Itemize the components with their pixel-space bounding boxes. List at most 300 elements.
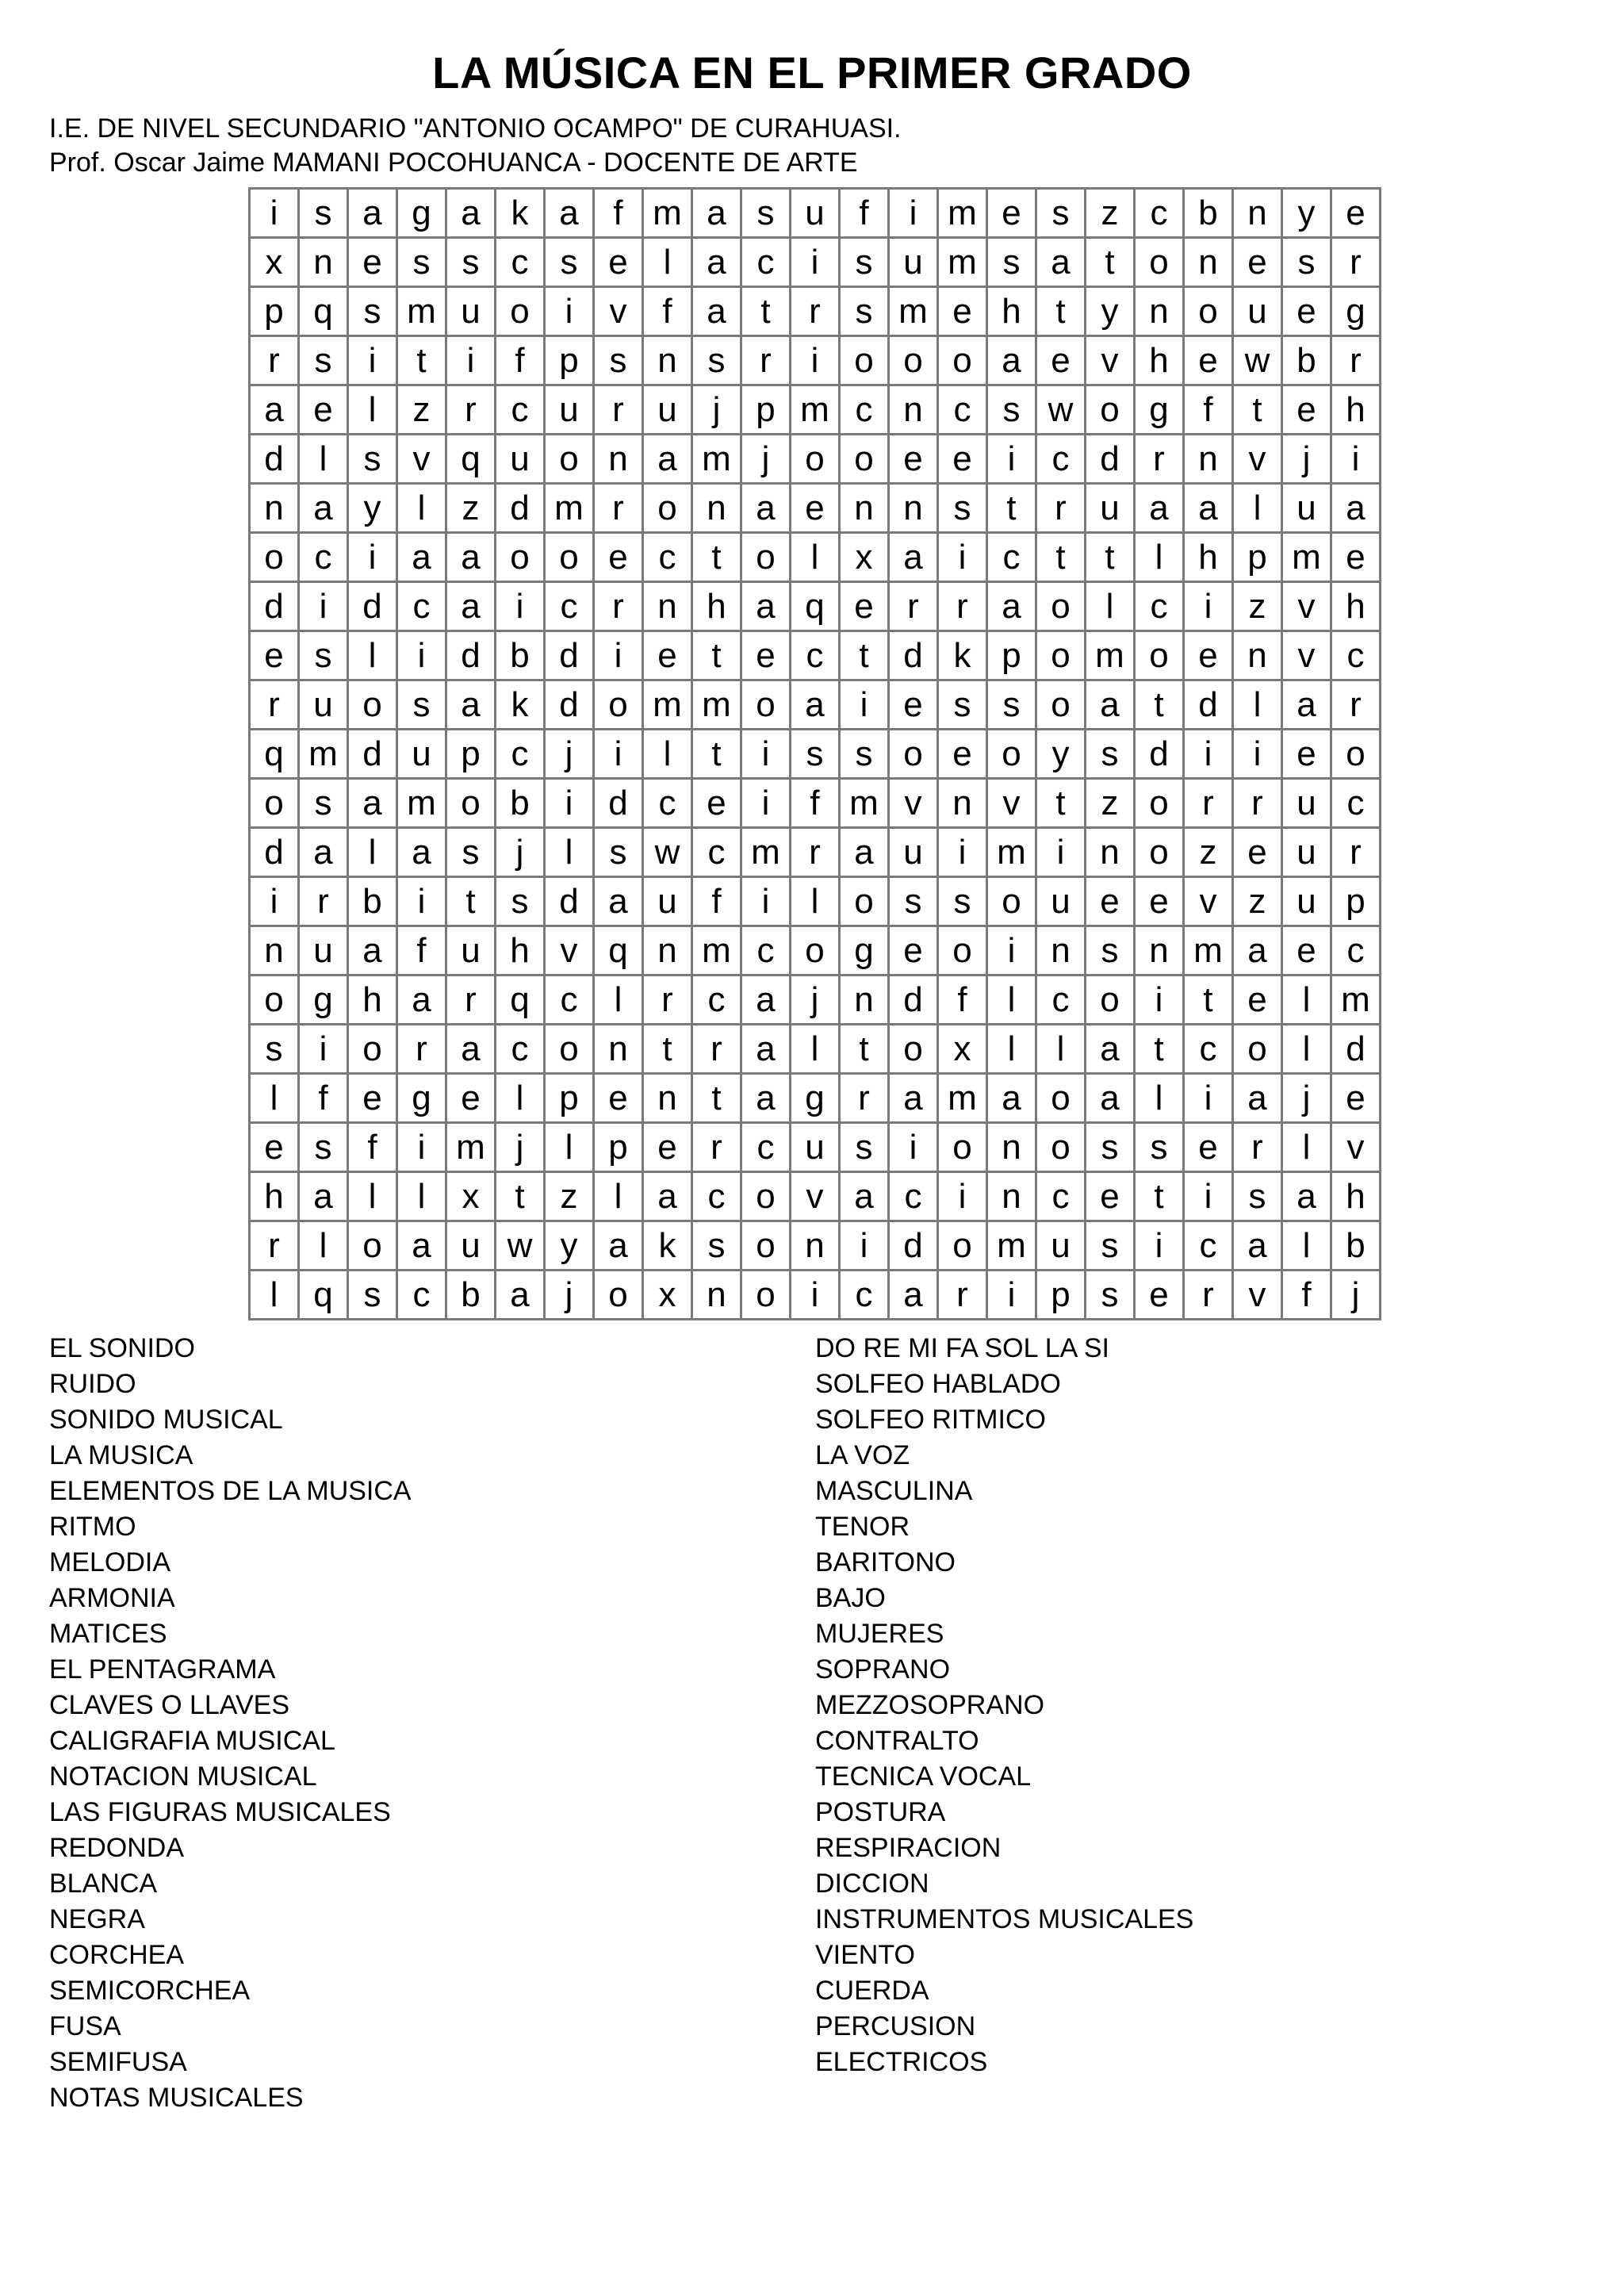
- grid-cell: j: [496, 1124, 546, 1173]
- grid-cell: a: [496, 1271, 546, 1320]
- grid-cell: i: [988, 927, 1037, 976]
- grid-cell: c: [693, 976, 742, 1025]
- word-list-item: CONTRALTO: [815, 1726, 979, 1756]
- grid-cell: m: [1185, 927, 1234, 976]
- grid-cell: v: [791, 1173, 841, 1222]
- grid-cell: a: [300, 829, 349, 878]
- grid-cell: d: [890, 632, 939, 681]
- grid-cell: s: [251, 1025, 300, 1075]
- grid-cell: m: [939, 239, 988, 288]
- grid-cell: s: [300, 1124, 349, 1173]
- grid-cell: c: [1136, 190, 1185, 239]
- grid-cell: e: [1234, 976, 1283, 1025]
- grid-cell: i: [398, 632, 447, 681]
- grid-cell: s: [300, 190, 349, 239]
- grid-cell: o: [1037, 1075, 1086, 1124]
- grid-cell: l: [595, 1173, 644, 1222]
- word-list-item: NOTAS MUSICALES: [49, 2083, 304, 2113]
- grid-cell: a: [595, 878, 644, 927]
- grid-cell: v: [988, 780, 1037, 829]
- grid-cell: n: [890, 485, 939, 534]
- grid-cell: v: [1185, 878, 1234, 927]
- grid-cell: i: [546, 780, 595, 829]
- grid-cell: n: [644, 583, 693, 632]
- grid-cell: s: [1086, 1222, 1136, 1271]
- grid-cell: r: [1332, 829, 1381, 878]
- grid-cell: o: [251, 534, 300, 583]
- grid-cell: m: [693, 681, 742, 730]
- grid-cell: o: [890, 337, 939, 386]
- grid-cell: o: [447, 780, 496, 829]
- grid-cell: f: [1283, 1271, 1332, 1320]
- grid-cell: j: [546, 730, 595, 780]
- grid-cell: l: [1283, 1222, 1332, 1271]
- grid-cell: a: [398, 534, 447, 583]
- grid-cell: e: [988, 190, 1037, 239]
- grid-cell: g: [398, 1075, 447, 1124]
- grid-cell: h: [496, 927, 546, 976]
- grid-cell: a: [1283, 681, 1332, 730]
- grid-cell: g: [398, 190, 447, 239]
- grid-cell: o: [939, 337, 988, 386]
- grid-cell: s: [1086, 927, 1136, 976]
- grid-cell: a: [447, 1025, 496, 1075]
- grid-cell: e: [1086, 878, 1136, 927]
- grid-cell: u: [300, 927, 349, 976]
- grid-cell: o: [595, 681, 644, 730]
- grid-cell: c: [988, 534, 1037, 583]
- word-list-item: BAJO: [815, 1583, 886, 1613]
- grid-cell: e: [890, 927, 939, 976]
- grid-cell: i: [447, 337, 496, 386]
- grid-cell: a: [1136, 485, 1185, 534]
- grid-cell: a: [398, 1222, 447, 1271]
- grid-cell: q: [300, 288, 349, 337]
- grid-cell: d: [251, 583, 300, 632]
- grid-cell: l: [1037, 1025, 1086, 1075]
- grid-cell: s: [447, 829, 496, 878]
- grid-cell: j: [1332, 1271, 1381, 1320]
- word-list-item: SEMIFUSA: [49, 2047, 187, 2077]
- grid-cell: r: [939, 1271, 988, 1320]
- grid-cell: v: [546, 927, 595, 976]
- word-list-item: SOLFEO RITMICO: [815, 1405, 1046, 1435]
- grid-cell: n: [1185, 239, 1234, 288]
- word-list-item: CUERDA: [815, 1976, 929, 2006]
- grid-cell: c: [300, 534, 349, 583]
- grid-cell: n: [1185, 435, 1234, 485]
- grid-cell: i: [1234, 730, 1283, 780]
- word-list-item: MUJERES: [815, 1619, 944, 1649]
- grid-cell: n: [595, 435, 644, 485]
- grid-cell: l: [398, 1173, 447, 1222]
- grid-cell: i: [1136, 976, 1185, 1025]
- grid-cell: i: [939, 534, 988, 583]
- grid-cell: c: [546, 976, 595, 1025]
- grid-cell: e: [1283, 288, 1332, 337]
- grid-cell: u: [546, 386, 595, 435]
- grid-cell: e: [1283, 730, 1332, 780]
- grid-cell: a: [1185, 485, 1234, 534]
- grid-cell: g: [300, 976, 349, 1025]
- grid-cell: s: [841, 239, 890, 288]
- grid-cell: s: [1086, 1124, 1136, 1173]
- grid-cell: l: [251, 1271, 300, 1320]
- grid-cell: r: [1332, 239, 1381, 288]
- grid-cell: h: [693, 583, 742, 632]
- grid-cell: o: [1234, 1025, 1283, 1075]
- grid-cell: m: [791, 386, 841, 435]
- grid-cell: n: [1086, 829, 1136, 878]
- word-list-item: RUIDO: [49, 1369, 136, 1399]
- grid-cell: p: [988, 632, 1037, 681]
- grid-cell: v: [1283, 583, 1332, 632]
- grid-cell: e: [1234, 239, 1283, 288]
- grid-cell: e: [1332, 1075, 1381, 1124]
- grid-cell: h: [1332, 583, 1381, 632]
- grid-cell: a: [742, 1025, 791, 1075]
- grid-cell: u: [300, 681, 349, 730]
- grid-cell: m: [939, 1075, 988, 1124]
- grid-cell: n: [644, 927, 693, 976]
- grid-cell: u: [1037, 878, 1086, 927]
- grid-cell: f: [693, 878, 742, 927]
- word-list-item: MATICES: [49, 1619, 167, 1649]
- grid-cell: i: [939, 1173, 988, 1222]
- grid-cell: b: [1283, 337, 1332, 386]
- grid-cell: s: [300, 632, 349, 681]
- grid-cell: e: [693, 780, 742, 829]
- word-list-right: [815, 1331, 1193, 2080]
- grid-cell: o: [349, 1222, 398, 1271]
- grid-cell: n: [939, 780, 988, 829]
- grid-cell: k: [496, 681, 546, 730]
- grid-cell: o: [251, 976, 300, 1025]
- grid-cell: h: [1332, 386, 1381, 435]
- grid-cell: u: [791, 190, 841, 239]
- grid-cell: s: [1086, 1271, 1136, 1320]
- grid-cell: e: [595, 534, 644, 583]
- grid-cell: h: [251, 1173, 300, 1222]
- grid-cell: o: [939, 1222, 988, 1271]
- grid-cell: o: [791, 927, 841, 976]
- grid-cell: s: [1234, 1173, 1283, 1222]
- word-list-item: ARMONIA: [49, 1583, 175, 1613]
- grid-cell: e: [644, 1124, 693, 1173]
- grid-cell: e: [595, 239, 644, 288]
- grid-cell: a: [251, 386, 300, 435]
- grid-cell: k: [496, 190, 546, 239]
- word-list-item: ELECTRICOS: [815, 2047, 988, 2077]
- grid-cell: c: [1332, 780, 1381, 829]
- grid-cell: i: [349, 534, 398, 583]
- grid-cell: q: [300, 1271, 349, 1320]
- grid-cell: r: [1234, 780, 1283, 829]
- grid-cell: p: [546, 337, 595, 386]
- grid-cell: e: [791, 485, 841, 534]
- grid-cell: j: [791, 976, 841, 1025]
- grid-cell: c: [1037, 435, 1086, 485]
- grid-cell: i: [349, 337, 398, 386]
- grid-cell: c: [496, 730, 546, 780]
- grid-cell: c: [398, 583, 447, 632]
- grid-cell: g: [1136, 386, 1185, 435]
- grid-cell: i: [890, 190, 939, 239]
- grid-cell: l: [988, 976, 1037, 1025]
- grid-cell: e: [939, 730, 988, 780]
- grid-cell: u: [890, 239, 939, 288]
- grid-cell: l: [1234, 485, 1283, 534]
- grid-cell: l: [1283, 1124, 1332, 1173]
- grid-cell: x: [644, 1271, 693, 1320]
- grid-cell: x: [841, 534, 890, 583]
- grid-cell: p: [447, 730, 496, 780]
- grid-cell: y: [1283, 190, 1332, 239]
- grid-cell: n: [300, 239, 349, 288]
- grid-cell: a: [890, 1075, 939, 1124]
- grid-cell: r: [1332, 681, 1381, 730]
- grid-cell: h: [349, 976, 398, 1025]
- word-list-item: SONIDO MUSICAL: [49, 1405, 283, 1435]
- grid-cell: c: [1037, 976, 1086, 1025]
- grid-cell: m: [1086, 632, 1136, 681]
- grid-cell: i: [988, 435, 1037, 485]
- grid-cell: d: [595, 780, 644, 829]
- grid-cell: j: [742, 435, 791, 485]
- grid-cell: s: [496, 878, 546, 927]
- grid-cell: s: [988, 681, 1037, 730]
- grid-cell: t: [841, 632, 890, 681]
- grid-cell: o: [890, 1025, 939, 1075]
- grid-cell: a: [300, 1173, 349, 1222]
- grid-cell: i: [890, 1124, 939, 1173]
- word-list-item: BLANCA: [49, 1869, 158, 1899]
- grid-cell: a: [1086, 1075, 1136, 1124]
- grid-cell: a: [1037, 239, 1086, 288]
- grid-cell: i: [791, 337, 841, 386]
- grid-cell: v: [1234, 435, 1283, 485]
- grid-cell: c: [1185, 1025, 1234, 1075]
- grid-cell: w: [1234, 337, 1283, 386]
- grid-cell: k: [644, 1222, 693, 1271]
- grid-cell: a: [841, 829, 890, 878]
- grid-cell: r: [447, 976, 496, 1025]
- word-list-item: FUSA: [49, 2011, 121, 2041]
- grid-cell: o: [841, 435, 890, 485]
- grid-cell: o: [595, 1271, 644, 1320]
- grid-cell: s: [791, 730, 841, 780]
- grid-cell: r: [890, 583, 939, 632]
- word-list-item: CLAVES O LLAVES: [49, 1690, 289, 1720]
- grid-cell: f: [841, 190, 890, 239]
- grid-cell: o: [496, 288, 546, 337]
- grid-cell: m: [693, 927, 742, 976]
- grid-cell: f: [398, 927, 447, 976]
- grid-cell: a: [1086, 1025, 1136, 1075]
- grid-cell: y: [546, 1222, 595, 1271]
- grid-cell: r: [742, 337, 791, 386]
- grid-cell: a: [349, 780, 398, 829]
- grid-cell: r: [841, 1075, 890, 1124]
- grid-cell: e: [300, 386, 349, 435]
- grid-cell: s: [1037, 190, 1086, 239]
- grid-cell: s: [447, 239, 496, 288]
- grid-cell: a: [791, 681, 841, 730]
- grid-cell: v: [1234, 1271, 1283, 1320]
- grid-cell: l: [1283, 1025, 1332, 1075]
- grid-cell: i: [300, 583, 349, 632]
- grid-cell: r: [300, 878, 349, 927]
- grid-cell: q: [447, 435, 496, 485]
- grid-cell: s: [988, 386, 1037, 435]
- grid-cell: s: [300, 337, 349, 386]
- grid-cell: l: [644, 730, 693, 780]
- grid-cell: i: [496, 583, 546, 632]
- grid-cell: n: [644, 1075, 693, 1124]
- grid-cell: a: [349, 927, 398, 976]
- grid-cell: v: [398, 435, 447, 485]
- grid-cell: i: [595, 632, 644, 681]
- grid-cell: v: [595, 288, 644, 337]
- grid-cell: s: [841, 288, 890, 337]
- grid-cell: p: [546, 1075, 595, 1124]
- word-list-item: LA MUSICA: [49, 1440, 193, 1470]
- grid-cell: o: [546, 1025, 595, 1075]
- grid-cell: z: [398, 386, 447, 435]
- grid-cell: h: [1185, 534, 1234, 583]
- grid-cell: a: [890, 1271, 939, 1320]
- grid-cell: c: [742, 1124, 791, 1173]
- grid-cell: r: [644, 976, 693, 1025]
- word-list-item: TECNICA VOCAL: [815, 1761, 1032, 1792]
- grid-cell: w: [1037, 386, 1086, 435]
- grid-cell: e: [1185, 632, 1234, 681]
- grid-cell: c: [644, 534, 693, 583]
- grid-cell: e: [595, 1075, 644, 1124]
- grid-cell: l: [349, 632, 398, 681]
- grid-cell: i: [398, 878, 447, 927]
- grid-cell: f: [300, 1075, 349, 1124]
- grid-cell: u: [1283, 780, 1332, 829]
- grid-cell: z: [1185, 829, 1234, 878]
- grid-cell: u: [1086, 485, 1136, 534]
- grid-cell: n: [988, 1124, 1037, 1173]
- grid-cell: e: [742, 632, 791, 681]
- grid-cell: d: [349, 730, 398, 780]
- grid-cell: i: [1185, 730, 1234, 780]
- grid-cell: c: [939, 386, 988, 435]
- grid-cell: s: [742, 190, 791, 239]
- grid-cell: e: [939, 288, 988, 337]
- grid-cell: i: [841, 1222, 890, 1271]
- grid-cell: i: [1332, 435, 1381, 485]
- grid-cell: a: [1234, 927, 1283, 976]
- grid-cell: t: [398, 337, 447, 386]
- word-list-item: POSTURA: [815, 1797, 946, 1827]
- grid-cell: a: [447, 583, 496, 632]
- grid-cell: b: [1185, 190, 1234, 239]
- grid-cell: n: [644, 337, 693, 386]
- grid-cell: e: [251, 632, 300, 681]
- grid-cell: y: [1037, 730, 1086, 780]
- word-list-item: NOTACION MUSICAL: [49, 1761, 317, 1792]
- word-list-item: DO RE MI FA SOL LA SI: [815, 1333, 1109, 1363]
- grid-cell: s: [546, 239, 595, 288]
- grid-cell: r: [1037, 485, 1086, 534]
- grid-cell: s: [349, 288, 398, 337]
- grid-cell: a: [693, 190, 742, 239]
- grid-cell: m: [890, 288, 939, 337]
- grid-cell: c: [496, 386, 546, 435]
- grid-cell: t: [1136, 681, 1185, 730]
- word-list-item: SEMICORCHEA: [49, 1976, 251, 2006]
- grid-cell: p: [1234, 534, 1283, 583]
- grid-cell: l: [300, 1222, 349, 1271]
- grid-cell: l: [791, 534, 841, 583]
- grid-cell: o: [1037, 1124, 1086, 1173]
- grid-cell: h: [1136, 337, 1185, 386]
- grid-cell: a: [1332, 485, 1381, 534]
- grid-cell: t: [1086, 534, 1136, 583]
- grid-cell: n: [1136, 927, 1185, 976]
- grid-cell: e: [890, 681, 939, 730]
- grid-cell: z: [1234, 583, 1283, 632]
- grid-cell: o: [349, 1025, 398, 1075]
- grid-cell: i: [1136, 1222, 1185, 1271]
- grid-cell: r: [251, 337, 300, 386]
- grid-cell: t: [1234, 386, 1283, 435]
- grid-cell: g: [1332, 288, 1381, 337]
- grid-cell: z: [1086, 190, 1136, 239]
- grid-cell: x: [447, 1173, 496, 1222]
- grid-cell: a: [1283, 1173, 1332, 1222]
- grid-cell: n: [251, 927, 300, 976]
- grid-cell: l: [644, 239, 693, 288]
- grid-cell: h: [1332, 1173, 1381, 1222]
- word-list-item: BARITONO: [815, 1547, 956, 1577]
- word-list-item: VIENTO: [815, 1940, 915, 1970]
- grid-cell: o: [939, 927, 988, 976]
- grid-cell: n: [1136, 288, 1185, 337]
- grid-cell: c: [1037, 1173, 1086, 1222]
- grid-cell: m: [841, 780, 890, 829]
- word-list-item: EL SONIDO: [49, 1333, 195, 1363]
- grid-cell: z: [1086, 780, 1136, 829]
- grid-cell: d: [1185, 681, 1234, 730]
- grid-cell: r: [595, 583, 644, 632]
- grid-cell: e: [939, 435, 988, 485]
- grid-cell: c: [546, 583, 595, 632]
- grid-cell: a: [300, 485, 349, 534]
- grid-cell: f: [939, 976, 988, 1025]
- grid-cell: m: [398, 780, 447, 829]
- word-list-item: RESPIRACION: [815, 1833, 1002, 1863]
- word-list-item: LA VOZ: [815, 1440, 910, 1470]
- grid-cell: n: [693, 485, 742, 534]
- grid-cell: p: [742, 386, 791, 435]
- school-name: I.E. DE NIVEL SECUNDARIO "ANTONIO OCAMPO" DE CURAHUASI.: [49, 113, 902, 144]
- grid-cell: c: [644, 780, 693, 829]
- grid-cell: d: [1332, 1025, 1381, 1075]
- grid-cell: o: [1136, 780, 1185, 829]
- grid-cell: e: [1086, 1173, 1136, 1222]
- grid-cell: l: [1136, 1075, 1185, 1124]
- grid-cell: c: [398, 1271, 447, 1320]
- grid-cell: c: [841, 1271, 890, 1320]
- grid-cell: f: [595, 190, 644, 239]
- grid-cell: a: [742, 485, 791, 534]
- page-title: LA MÚSICA EN EL PRIMER GRADO: [432, 48, 1192, 98]
